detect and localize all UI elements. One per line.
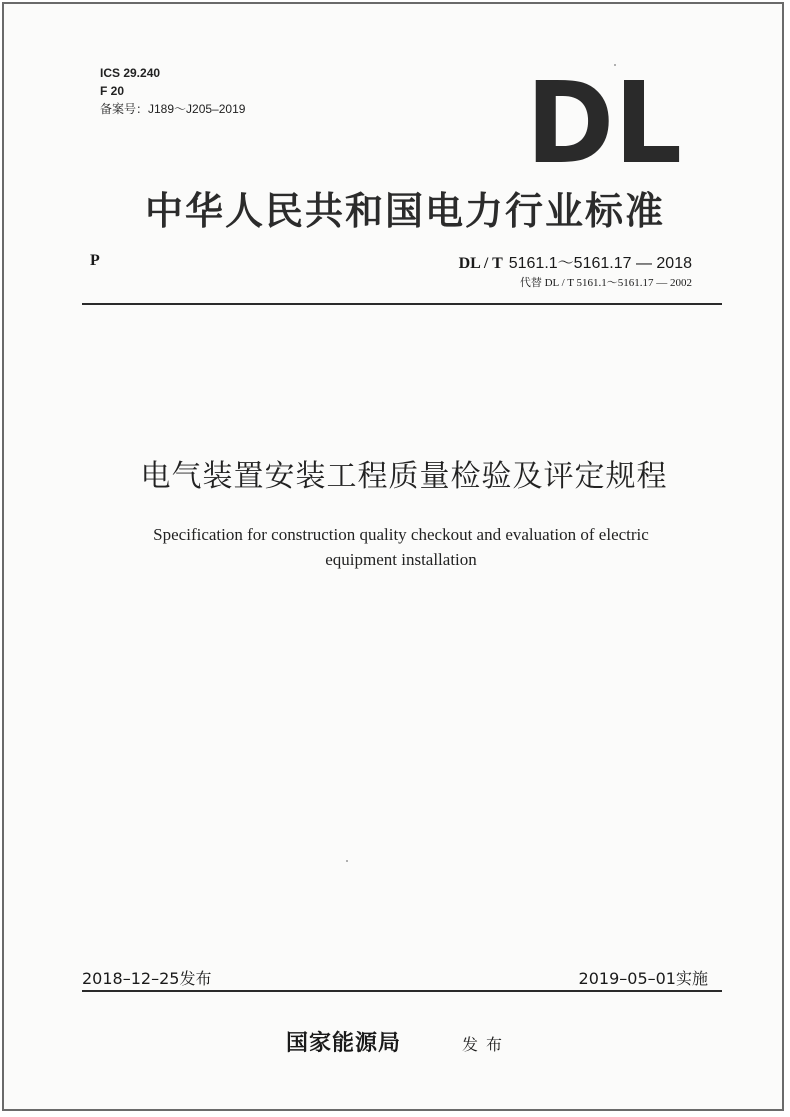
- dl-logo-text: DL: [526, 76, 682, 166]
- standard-number-value: 5161.1～5161.17 — 2018: [508, 255, 692, 272]
- classification-letter: P: [90, 252, 100, 269]
- dl-logo: [526, 76, 686, 166]
- standard-number: [459, 250, 692, 273]
- issue-label: 发布: [462, 1035, 511, 1054]
- bottom-divider: [82, 990, 722, 992]
- standard-prefix: DL / T: [458, 255, 503, 272]
- publish-date: 2018–12–25发布: [82, 969, 212, 988]
- document-title-chinese: 电气装置安装工程质量检验及评定规程: [140, 459, 668, 494]
- standard-category-title: 中华人民共和国电力行业标准: [144, 189, 665, 233]
- top-divider: [82, 303, 722, 305]
- implementation-date: 2019–05–01实施: [578, 969, 708, 988]
- filing-number: 备案号：J189～J205–2019: [100, 102, 246, 116]
- replaces-standard: 代替 DL / T 5161.1～5161.17 — 2002: [519, 277, 692, 289]
- ccs-code: F 20: [100, 84, 125, 98]
- paper-speck: [346, 860, 348, 862]
- document-page: [2, 2, 784, 1111]
- issuing-authority: 国家能源局: [286, 1031, 402, 1056]
- document-title-english: [84, 522, 718, 572]
- paper-speck: [614, 64, 616, 66]
- classification-codes: [100, 64, 245, 118]
- ics-code: ICS 29.240: [100, 66, 161, 80]
- english-title-line-2: equipment installation: [325, 550, 477, 569]
- english-title-line-1: Specification for construction quality checkout and evaluation of electric: [153, 525, 649, 544]
